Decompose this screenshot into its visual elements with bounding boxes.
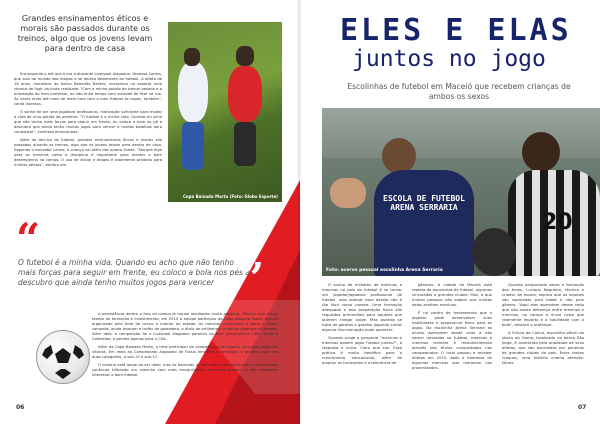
shirt-number: 20 bbox=[542, 210, 573, 235]
child-knee bbox=[330, 178, 366, 208]
player-red bbox=[228, 66, 262, 122]
paragraph: O cenário está longe do ser ideal, mas as barreiras já não estão impedindo que a equipe possa continuar trilhando um caminho com mais tranquilidade, buscando mostrar o que realmente interessa: o bom futebol. bbox=[92, 363, 278, 377]
left-column-1 bbox=[14, 72, 162, 171]
photo-caption: Copa Baixada Marta (Foto: Globo Esporte) bbox=[182, 194, 278, 199]
right-column-2 bbox=[412, 282, 492, 373]
article-title: ELES E ELAS bbox=[340, 13, 572, 48]
quote-open-icon: “ bbox=[16, 214, 41, 263]
soccer-ball-icon bbox=[36, 330, 90, 384]
paragraph: Quando surge a pergunta "meninas e meninos podem jogar futebol juntos?", a resposta é única: Claro que sim. Essa prática é muito benéfica para o crescimento educacional, além de ampliar os horizontes e a tolerância de bbox=[322, 335, 402, 365]
pull-quote: O futebol é a minha vida. Quando eu acho que não tenho mais forças para seguir em frente, eu coloco a bola nos pés e descubro que ainda tenho muitos jogos para vencer bbox=[18, 258, 250, 287]
paragraph: A Futuro da Colina, escolinha oficial do Vasco da Gama, localizada no bairro São Jorge, é conhecida pela qualidade de seus atletas, que são escolhidos por peneiras de grandes clubes do país. Entre tantos craques, uma história chama atenção. Nicole bbox=[502, 330, 584, 365]
player-shorts bbox=[234, 122, 256, 166]
lead-text: Grandes ensinamentos éticos e morais são passados durante os treinos, algo que os jovens levam para dentro de casa bbox=[17, 14, 153, 53]
paragraph: Além da técnica do futebol, grandes ensinamentos éticos e morais são passados durante os treinos, algo que os jovens levam para dentro de casa. Segundo o treinador Lenno, a criança vai além das quatro linhas. "Sempre digo para as meninas como a disciplina é importante para manter o bom desempenho no campo. O uso de álcool e drogas é totalmente proibido para minhas atletas", declara ele. bbox=[14, 138, 162, 167]
kids-photo bbox=[322, 108, 600, 276]
paragraph: gêneros. A cidade de Maceió está repleta de escolinhas de futebol, algumas vinculadas a grandes clubes. Mas, o que muitas pessoas não sabem que muitas delas aceitam meninas. bbox=[412, 282, 492, 307]
page-number: 06 bbox=[16, 404, 25, 411]
paragraph: O sonho de ser uma jogadora profissional, motivação suficiente para mudar a vida de uma garota da periferia. "O futebol é a minha vida. Quando eu acho que não tenho mais forças para seguir em frente, eu coloco a bola no pé e descubro que ainda tenho muitos jogos para vencer e muitas batalhas para conquistar", confessa emocionada. bbox=[14, 110, 162, 134]
paragraph: É no centro de treinamento que o jogador pode desenvolver suas habilidades e preparar-se físico para os jogos. Na escolinha Arena Serraria as alunas aprendem desde cedo a não serem rotuladas no futebol, meninas e meninas treinam e reconhecimento através dos títulos conquistados nos campeonatos. O local passou a receber atletas em 2015, após o interesse de algumas meninas que moravam nas proximidades. bbox=[412, 310, 492, 370]
child-back bbox=[472, 228, 516, 276]
child-head bbox=[382, 138, 416, 174]
player-head bbox=[236, 46, 254, 66]
child-head bbox=[522, 132, 560, 172]
shirt-text: ESCOLA DE FUTEBOL ARENA SERRARIA bbox=[383, 194, 465, 212]
player-white bbox=[178, 62, 208, 122]
article-subtitle: Escolinhas de futebol em Maceió que recebem crianças de ambos os sexos bbox=[347, 82, 571, 101]
child-shirt bbox=[374, 170, 474, 276]
article-title-line2: juntos no jogo bbox=[352, 46, 546, 72]
photo-caption: Foto: acervo pessoal escolinha Arena Serraria bbox=[326, 268, 443, 273]
right-column-3 bbox=[502, 282, 584, 368]
player-shorts bbox=[182, 122, 204, 170]
paragraph: A persistência dentro e fora do campo já trouxe resultados muito positivos. Mesmo com pouco tempo de formação e investimento, em 2015 a equipe participou da Copa Baixada Marta, torneio organizado pelo time de Lenno e interior do estado. As meninas mostraram a garra e foram campeãs, ainda levaram o troféu de goleadora, o título de artilheira e a melhor jogadora do torneio. Além dela, a competição foi o Liverpool Alagoano garantiu do bom desempenho CBA, Ibirité e Cofeastao, e perdeu apenas para a CSA. bbox=[92, 312, 278, 341]
paragraph: Além da Copa Baixada Marta, o time participou de competições de futsal e conseguiu algumas vitórias. Em meio ao Campeonato Alagoano de Futsal feminino e conseguiu o terceiro lugar em duas categorias, a sub-15 e sub-17. bbox=[92, 345, 278, 359]
page-number: 07 bbox=[578, 404, 587, 411]
soccer-photo bbox=[168, 22, 282, 202]
paragraph: Quando perguntado sobre a formação dos times, Luciano Nogueira, técnico e criador da escola, explica que as equipes são separadas pela idade e não pelo gênero. "Aqui elas aprendem desde cedo que não existe diferença entre meninos e meninos, no campo a única coisa que realmente importa é a habilidade com a bola", destaca o professor. bbox=[502, 282, 584, 327]
page-fold bbox=[298, 0, 302, 424]
right-column-1 bbox=[322, 282, 402, 368]
left-column-2 bbox=[92, 312, 278, 381]
child-striped-shirt bbox=[508, 170, 600, 276]
quote-close-icon: ” bbox=[240, 254, 265, 303]
paragraph: Era segunda o até que o era a atacante Liverpool Alagoano, Vanessa Correa, que saiu do mundo das drogas e se dedica totalmente ao futebol. A atleta de 16 anos, moradora do bairro Benedito Bentes, encontrou no esporte uma chance de fugir da triste realidade. "Com a minha paixão de treinar pesada e a orientação do meu professor, eu não tinha tempo nem vontade de ficar na rua. Às vezes ando até mais de meia hora com o meu futebol às cegas, também", conta Vanessa. bbox=[14, 72, 162, 106]
paragraph: O sonho de milhares de meninos e meninas no país do futebol é se tornar um jogador/jogadora profissional de futebol, mas realizar esse desejo não é tão fácil como parece. Uma formação adequada e boa preparação física são requisitos primordiais para aqueles que querem chegar longe. Mas quando se trata de garotas e garotos jogando juntos alguma discriminação pode aparecer. bbox=[322, 282, 402, 332]
player-head bbox=[184, 48, 200, 66]
